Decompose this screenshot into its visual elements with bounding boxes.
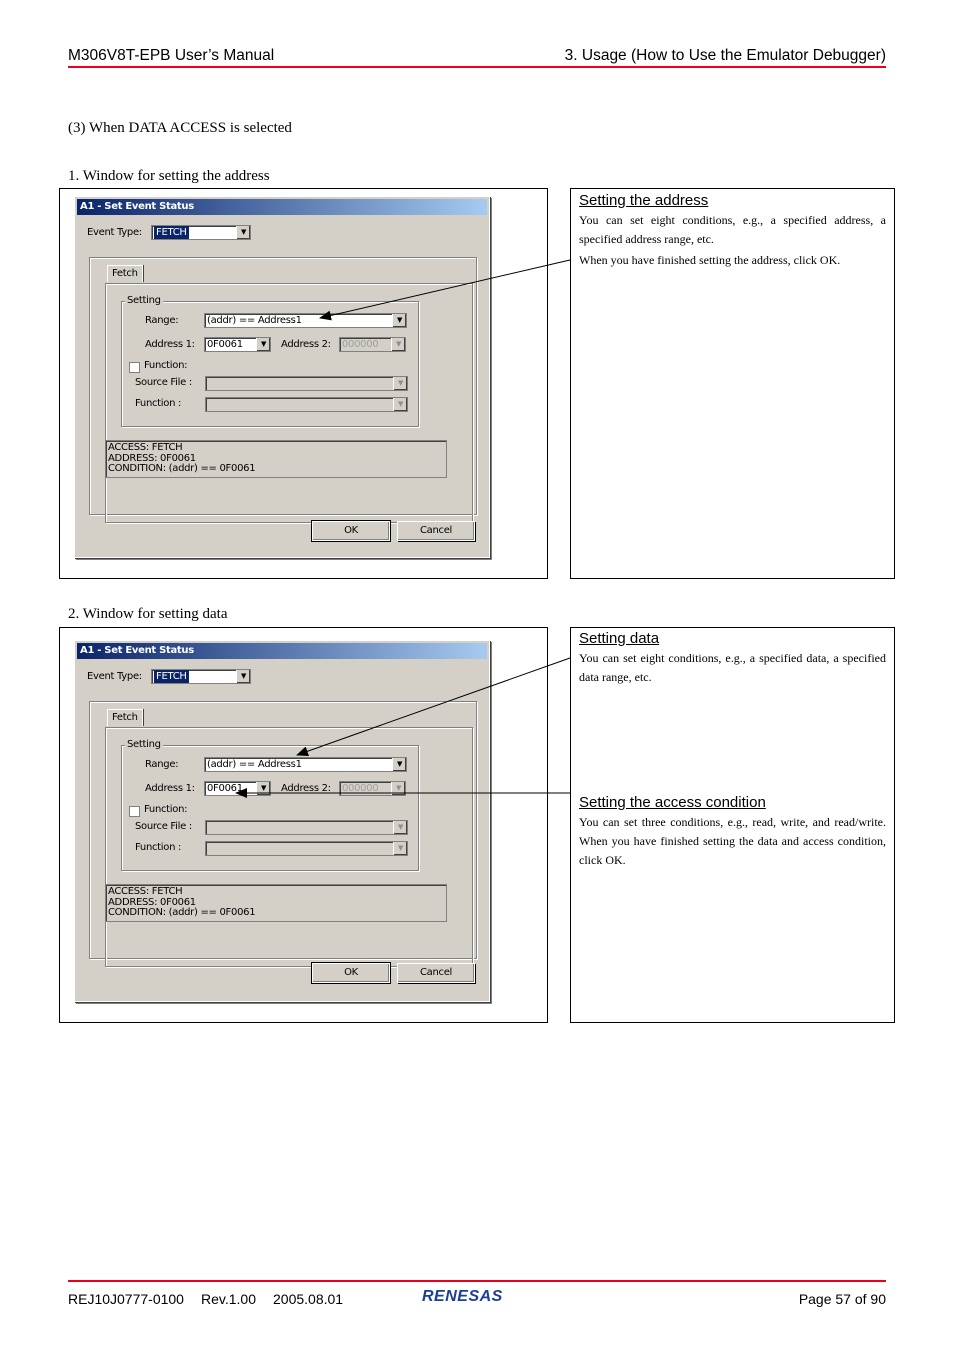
tab-fetch[interactable]: Fetch bbox=[107, 709, 143, 726]
function-label: Function : bbox=[135, 398, 182, 409]
ok-button[interactable]: OK bbox=[312, 963, 390, 983]
chevron-down-icon[interactable]: ▼ bbox=[392, 314, 406, 327]
status-condition: CONDITION: (addr) == 0F0061 bbox=[108, 463, 256, 474]
range-label: Range: bbox=[145, 315, 179, 326]
note-title-setting-data: Setting data bbox=[579, 630, 660, 647]
footer-rule bbox=[68, 1280, 886, 1282]
chevron-down-icon[interactable]: ▼ bbox=[236, 226, 250, 239]
status-address: ADDRESS: 0F0061 bbox=[108, 896, 196, 908]
figure1-caption: 1. Window for setting the address bbox=[68, 168, 270, 184]
source-file-label: Source File : bbox=[135, 377, 192, 388]
event-type-label: Event Type: bbox=[87, 227, 142, 238]
event-type-label: Event Type: bbox=[87, 671, 142, 682]
chevron-down-icon[interactable]: ▼ bbox=[391, 782, 405, 795]
address2-label: Address 2: bbox=[281, 783, 331, 794]
address2-label: Address 2: bbox=[281, 339, 331, 350]
chevron-down-icon[interactable]: ▼ bbox=[391, 338, 405, 351]
event-type-value: FETCH bbox=[156, 227, 187, 238]
renesas-logo bbox=[422, 1288, 503, 1306]
chevron-down-icon[interactable]: ▼ bbox=[393, 821, 407, 834]
footer-doc-id: REJ10J0777-0100 bbox=[68, 1291, 184, 1307]
note-body-setting-data: You can set eight conditions, e.g., a specified data, a specified data range, etc. bbox=[579, 651, 886, 684]
address1-value: 0F0061 bbox=[207, 783, 243, 794]
address1-value: 0F0061 bbox=[207, 339, 243, 350]
setting-group-label: Setting bbox=[127, 739, 161, 750]
ok-button[interactable]: OK bbox=[312, 521, 390, 541]
range-value: (addr) == Address1 bbox=[207, 759, 302, 770]
chevron-down-icon[interactable]: ▼ bbox=[256, 338, 270, 351]
setting-group-label: Setting bbox=[127, 295, 161, 306]
chevron-down-icon[interactable]: ▼ bbox=[393, 842, 407, 855]
footer-date: 2005.08.01 bbox=[273, 1291, 344, 1307]
cancel-button[interactable]: Cancel bbox=[397, 521, 475, 541]
source-file-label: Source File : bbox=[135, 821, 192, 832]
status-condition: CONDITION: (addr) == 0F0061 bbox=[108, 907, 256, 918]
cancel-button[interactable]: Cancel bbox=[397, 963, 475, 983]
address1-label: Address 1: bbox=[145, 783, 195, 794]
status-access: ACCESS: FETCH bbox=[108, 886, 183, 897]
header-section-title: 3. Usage (How to Use the Emulator Debugger) bbox=[564, 47, 886, 64]
address2-value: 000000 bbox=[342, 783, 379, 794]
dialog-title-bar: A1 - Set Event Status bbox=[77, 643, 487, 659]
address2-value: 000000 bbox=[342, 339, 379, 350]
logo-wordmark: RENESAS bbox=[422, 1288, 503, 1305]
note-body-access-condition: You can set three conditions, e.g., read, write, and read/write. When you have finished setting the data and access condition, click OK. bbox=[579, 815, 886, 867]
chevron-down-icon[interactable]: ▼ bbox=[393, 377, 407, 390]
figure2-caption: 2. Window for setting data bbox=[68, 606, 228, 622]
note-body-click-ok: When you have finished setting the address, click OK. bbox=[579, 253, 841, 267]
status-address: ADDRESS: 0F0061 bbox=[108, 452, 196, 464]
note-title-setting-address: Setting the address bbox=[579, 192, 709, 209]
section-heading: (3) When DATA ACCESS is selected bbox=[68, 120, 292, 136]
address1-label: Address 1: bbox=[145, 339, 195, 350]
chevron-down-icon[interactable]: ▼ bbox=[392, 758, 406, 771]
chevron-down-icon[interactable]: ▼ bbox=[256, 782, 270, 795]
note-title-access-condition: Setting the access condition bbox=[579, 794, 766, 811]
arrow-to-range-fig1 bbox=[320, 260, 570, 318]
dialog-title-bar: A1 - Set Event Status bbox=[77, 199, 487, 215]
note-body-setting-address: You can set eight conditions, e.g., a specified address, a specified address range, etc. bbox=[579, 213, 886, 246]
range-value: (addr) == Address1 bbox=[207, 315, 302, 326]
footer-page-number: Page 57 of 90 bbox=[798, 1291, 886, 1307]
arrow-to-range-fig2 bbox=[297, 658, 570, 755]
range-label: Range: bbox=[145, 759, 179, 770]
header-manual-title: M306V8T-EPB User’s Manual bbox=[68, 47, 275, 64]
footer-revision: Rev.1.00 bbox=[201, 1291, 256, 1307]
function-checkbox-label: Function: bbox=[144, 804, 188, 815]
event-type-value: FETCH bbox=[156, 671, 187, 682]
chevron-down-icon[interactable]: ▼ bbox=[236, 670, 250, 683]
chevron-down-icon[interactable]: ▼ bbox=[393, 398, 407, 411]
function-checkbox-label: Function: bbox=[144, 360, 188, 371]
tab-fetch[interactable]: Fetch bbox=[107, 265, 143, 282]
status-access: ACCESS: FETCH bbox=[108, 442, 183, 453]
function-label: Function : bbox=[135, 842, 182, 853]
